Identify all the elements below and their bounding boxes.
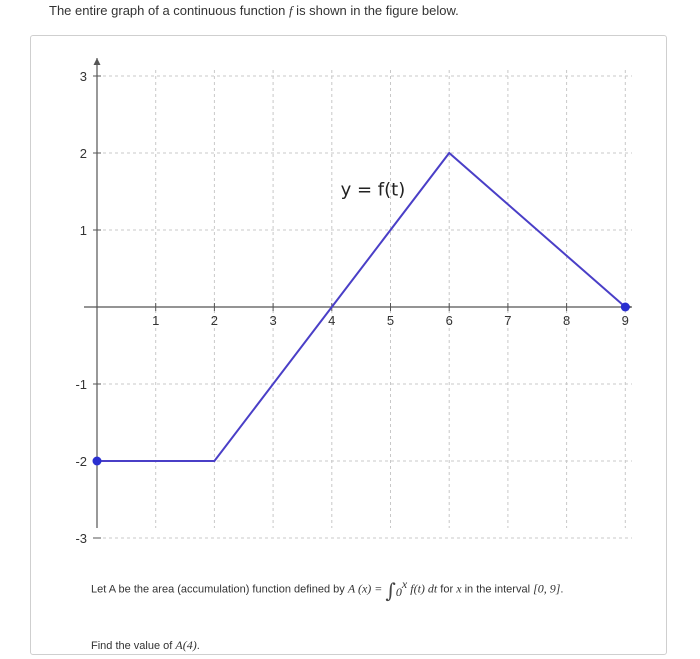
y-tick-label: 1: [79, 223, 87, 238]
area-function-definition: [91, 577, 563, 603]
function-name: f: [288, 3, 293, 18]
curve-label: y = f(t): [340, 179, 406, 201]
find-period: .: [196, 640, 200, 652]
x-tick-label: 7: [504, 313, 512, 328]
y-tick-label: -2: [75, 454, 87, 469]
variable-x: x: [456, 581, 462, 596]
period: .: [560, 583, 564, 596]
for-text: for: [437, 583, 457, 596]
x-tick-label: 2: [210, 313, 219, 328]
endpoint-dot: [621, 303, 630, 312]
x-tick-label: 1: [152, 313, 160, 328]
x-tick-label: 5: [386, 313, 395, 328]
x-tick-label: 3: [269, 313, 277, 328]
find-expression: A(4): [175, 638, 197, 652]
statement-suffix: is shown in the figure below.: [292, 3, 459, 18]
integral-upper-limit: x: [401, 577, 408, 591]
y-tick-label: -1: [75, 377, 87, 392]
definition-text: Let A be the area (accumulation) function defined by: [91, 583, 348, 596]
x-tick-label: 4: [328, 313, 336, 328]
interval-text: in the interval: [461, 583, 534, 596]
statement-prefix: The entire graph of a continuous function: [49, 3, 289, 18]
area-function-symbol: A (x) =: [347, 581, 383, 596]
integral-lower-limit: 0: [395, 584, 402, 599]
y-tick-label: -3: [75, 531, 87, 546]
x-tick-label: 6: [445, 313, 453, 328]
integral-sign-icon: ∫: [385, 578, 396, 603]
y-axis-arrow-icon: [94, 58, 101, 65]
y-tick-label: 2: [79, 146, 87, 161]
find-text: Find the value of: [91, 640, 176, 652]
x-tick-label: 9: [621, 313, 629, 328]
interval-value: [0, 9]: [533, 581, 561, 596]
find-prompt: [91, 638, 200, 653]
endpoint-dot: [93, 457, 102, 466]
integrand: f(t) dt: [410, 581, 438, 596]
x-tick-label: 8: [562, 313, 571, 328]
y-tick-label: 3: [79, 69, 87, 84]
